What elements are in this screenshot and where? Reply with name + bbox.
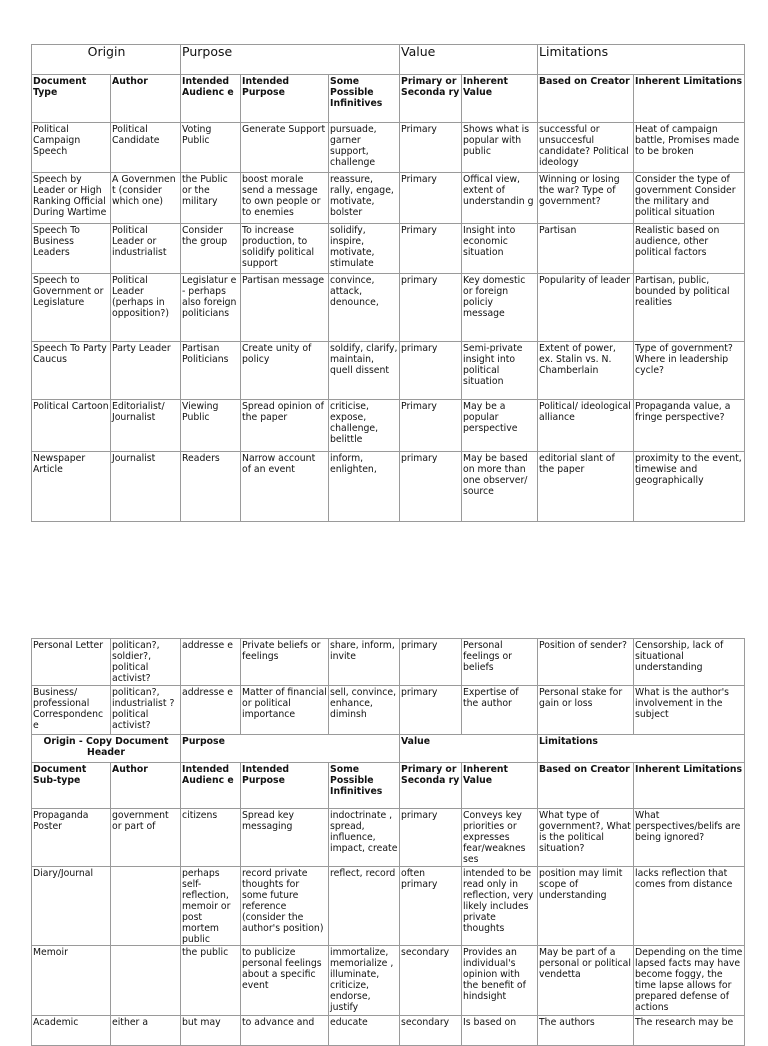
table-cell: Journalist — [111, 452, 181, 522]
table-row — [32, 867, 745, 946]
table-cell: Provides an individual's opinion with the benefit of hindsight — [462, 946, 538, 1016]
table-cell: Business/ professional Correspondenc e — [32, 686, 111, 735]
source-analysis-table-bottom — [31, 638, 745, 1046]
table-cell: share, inform, invite — [329, 639, 400, 686]
table-cell: Partisan message — [241, 274, 329, 342]
table-cell: Is based on — [462, 1016, 538, 1046]
table-cell: Speech by Leader or High Ranking Official During Wartime — [32, 173, 111, 224]
table-cell: soldify, clarify, maintain, quell dissent — [329, 342, 400, 400]
table-row — [32, 342, 745, 400]
column-header: Primary or Seconda ry — [400, 763, 462, 809]
table-cell: The research may be — [634, 1016, 745, 1046]
table-cell: government or part of — [111, 809, 181, 867]
column-header: Inherent Limitations — [634, 763, 745, 809]
table-cell: Legislatur e - perhaps also foreign politicians — [181, 274, 241, 342]
table-cell: Personal stake for gain or loss — [538, 686, 634, 735]
table-cell: What type of government?, What is the political situation? — [538, 809, 634, 867]
table-cell: reassure, rally, engage, motivate, bolster — [329, 173, 400, 224]
table-cell: Depending on the time lapsed facts may have become foggy, the time lapse allows for prepared defense of actions — [634, 946, 745, 1016]
column-header: Based on Creator — [538, 763, 634, 809]
copy-header-value: Value — [400, 735, 538, 763]
table-row — [32, 946, 745, 1016]
table-cell: often primary — [400, 867, 462, 946]
table-row — [32, 400, 745, 452]
source-analysis-table-top — [31, 44, 745, 522]
group-header-value: Value — [400, 45, 538, 75]
table-cell: Create unity of policy — [241, 342, 329, 400]
table-row — [32, 274, 745, 342]
table-cell: Political Leader or industrialist — [111, 224, 181, 274]
column-header: Inherent Limitations — [634, 75, 745, 123]
table-cell: Realistic based on audience, other political factors — [634, 224, 745, 274]
table-cell: immortalize, memorialize , illuminate, criticize, endorse, justify — [329, 946, 400, 1016]
table-cell: Narrow account of an event — [241, 452, 329, 522]
table-cell: citizens — [181, 809, 241, 867]
table-row — [32, 123, 745, 173]
table-cell: Generate Support — [241, 123, 329, 173]
table-cell: addresse e — [181, 686, 241, 735]
column-header: Primary or Seconda ry — [400, 75, 462, 123]
table-cell: secondary — [400, 946, 462, 1016]
table-cell: boost morale send a message to own people or to enemies — [241, 173, 329, 224]
table-cell: Memoir — [32, 946, 111, 1016]
table-cell: Winning or losing the war? Type of government? — [538, 173, 634, 224]
table-cell: Primary — [400, 123, 462, 173]
table-cell: Spread key messaging — [241, 809, 329, 867]
column-header: Document Type — [32, 75, 111, 123]
copy-header-row — [32, 735, 745, 763]
table-cell: Consider the group — [181, 224, 241, 274]
table-cell: Political Cartoon — [32, 400, 111, 452]
table-cell: educate — [329, 1016, 400, 1046]
table-cell: successful or unsuccesful candidate? Political ideology — [538, 123, 634, 173]
table-cell: Key domestic or foreign policiy message — [462, 274, 538, 342]
table-cell: the public — [181, 946, 241, 1016]
column-header: Intended Audienc e — [181, 763, 241, 809]
copy-header-origin: Origin - Copy Document Header — [32, 735, 181, 763]
table-cell: Offical view, extent of understandin g — [462, 173, 538, 224]
table-cell: primary — [400, 342, 462, 400]
table-cell — [111, 946, 181, 1016]
table-row — [32, 809, 745, 867]
table-cell: Political Leader (perhaps in opposition?) — [111, 274, 181, 342]
table-cell: Spread opinion of the paper — [241, 400, 329, 452]
table-row — [32, 173, 745, 224]
table-cell: Personal feelings or beliefs — [462, 639, 538, 686]
table-cell: primary — [400, 639, 462, 686]
table-cell: Readers — [181, 452, 241, 522]
table-cell: May be based on more than one observer/ source — [462, 452, 538, 522]
table-cell: Primary — [400, 400, 462, 452]
table-cell: Expertise of the author — [462, 686, 538, 735]
table-cell: criticise, expose, challenge, belittle — [329, 400, 400, 452]
table-cell: to advance and — [241, 1016, 329, 1046]
table-cell: Consider the type of government Consider the military and political situation — [634, 173, 745, 224]
group-header-purpose: Purpose — [181, 45, 400, 75]
column-header: Document Sub-type — [32, 763, 111, 809]
column-header: Intended Purpose — [241, 75, 329, 123]
table-cell: lacks reflection that comes from distance — [634, 867, 745, 946]
table-cell: Viewing Public — [181, 400, 241, 452]
table-cell: politican?, soldier?, political activist? — [111, 639, 181, 686]
column-header: Inherent Value — [462, 75, 538, 123]
table-cell: primary — [400, 274, 462, 342]
table-cell: proximity to the event, timewise and geographically — [634, 452, 745, 522]
table-cell — [111, 867, 181, 946]
table-cell: May be a popular perspective — [462, 400, 538, 452]
group-header-origin: Origin — [32, 45, 181, 75]
column-header: Some Possible Infinitives — [329, 763, 400, 809]
table-cell: May be part of a personal or political vendetta — [538, 946, 634, 1016]
table-cell: Type of government? Where in leadership cycle? — [634, 342, 745, 400]
table-cell: Newspaper Article — [32, 452, 111, 522]
table-cell: Primary — [400, 224, 462, 274]
table-cell: intended to be read only in reflection, very likely includes private thoughts — [462, 867, 538, 946]
table-cell: What perspectives/belifs are being ignored? — [634, 809, 745, 867]
table-cell: Semi-private insight into political situation — [462, 342, 538, 400]
table-row — [32, 452, 745, 522]
table-cell: Primary — [400, 173, 462, 224]
table-cell: What is the author's involvement in the subject — [634, 686, 745, 735]
column-header-row — [32, 763, 745, 809]
table-cell: primary — [400, 452, 462, 522]
table-cell: Partisan — [538, 224, 634, 274]
table-cell: Political Candidate — [111, 123, 181, 173]
table-cell: The authors — [538, 1016, 634, 1046]
table-cell: Popularity of leader — [538, 274, 634, 342]
column-header: Intended Audienc e — [181, 75, 241, 123]
column-header: Author — [111, 763, 181, 809]
table-cell: addresse e — [181, 639, 241, 686]
table-cell: Academic — [32, 1016, 111, 1046]
table-cell: Political/ ideological alliance — [538, 400, 634, 452]
table-cell: record private thoughts for some future reference (consider the author's position) — [241, 867, 329, 946]
table-cell: A Governmen t (consider which one) — [111, 173, 181, 224]
table-cell: convince, attack, denounce, — [329, 274, 400, 342]
table-cell: Propaganda value, a fringe perspective? — [634, 400, 745, 452]
table-cell: sell, convince, enhance, diminsh — [329, 686, 400, 735]
table-cell: primary — [400, 809, 462, 867]
table-cell: Speech To Party Caucus — [32, 342, 111, 400]
table-cell: secondary — [400, 1016, 462, 1046]
table-cell: Partisan Politicians — [181, 342, 241, 400]
table-cell: solidify, inspire, motivate, stimulate — [329, 224, 400, 274]
table-row — [32, 639, 745, 686]
column-header: Intended Purpose — [241, 763, 329, 809]
table-cell: Partisan, public, bounded by political realities — [634, 274, 745, 342]
table-cell: perhaps self-reflection, memoir or post mortem public — [181, 867, 241, 946]
table-cell: Party Leader — [111, 342, 181, 400]
table-cell: Editorialist/ Journalist — [111, 400, 181, 452]
table-cell: Speech to Government or Legislature — [32, 274, 111, 342]
group-header-row — [32, 45, 745, 75]
table-cell: but may — [181, 1016, 241, 1046]
table-cell: Diary/Journal — [32, 867, 111, 946]
table-row — [32, 686, 745, 735]
table-cell: primary — [400, 686, 462, 735]
table-cell: editorial slant of the paper — [538, 452, 634, 522]
copy-header-purpose: Purpose — [181, 735, 400, 763]
table-cell: To increase production, to solidify political support — [241, 224, 329, 274]
column-header: Based on Creator — [538, 75, 634, 123]
table-cell: pursuade, garner support, challenge — [329, 123, 400, 173]
table-cell: Private beliefs or feelings — [241, 639, 329, 686]
table-cell: Political Campaign Speech — [32, 123, 111, 173]
table-cell: Insight into economic situation — [462, 224, 538, 274]
table-cell: Extent of power, ex. Stalin vs. N. Chamberlain — [538, 342, 634, 400]
group-header-limitations: Limitations — [538, 45, 745, 75]
table-cell: Personal Letter — [32, 639, 111, 686]
table-cell: Propaganda Poster — [32, 809, 111, 867]
column-header: Some Possible Infinitives — [329, 75, 400, 123]
table-cell: Shows what is popular with public — [462, 123, 538, 173]
copy-header-limitations: Limitations — [538, 735, 745, 763]
table-cell: to publicize personal feelings about a specific event — [241, 946, 329, 1016]
table-cell: indoctrinate , spread, influence, impact, create — [329, 809, 400, 867]
table-cell: politican?, industrialist ? political activist? — [111, 686, 181, 735]
table-cell: Conveys key priorities or expresses fear/weaknes ses — [462, 809, 538, 867]
table-row — [32, 224, 745, 274]
column-header: Author — [111, 75, 181, 123]
table-row — [32, 1016, 745, 1046]
column-header-row — [32, 75, 745, 123]
table-cell: Speech To Business Leaders — [32, 224, 111, 274]
table-cell: Position of sender? — [538, 639, 634, 686]
table-cell: inform, enlighten, — [329, 452, 400, 522]
table-cell: either a — [111, 1016, 181, 1046]
table-cell: Matter of financial or political importance — [241, 686, 329, 735]
table-cell: the Public or the military — [181, 173, 241, 224]
column-header: Inherent Value — [462, 763, 538, 809]
table-cell: position may limit scope of understanding — [538, 867, 634, 946]
table-cell: Voting Public — [181, 123, 241, 173]
table-cell: reflect, record — [329, 867, 400, 946]
table-cell: Censorship, lack of situational understanding — [634, 639, 745, 686]
table-cell: Heat of campaign battle, Promises made to be broken — [634, 123, 745, 173]
